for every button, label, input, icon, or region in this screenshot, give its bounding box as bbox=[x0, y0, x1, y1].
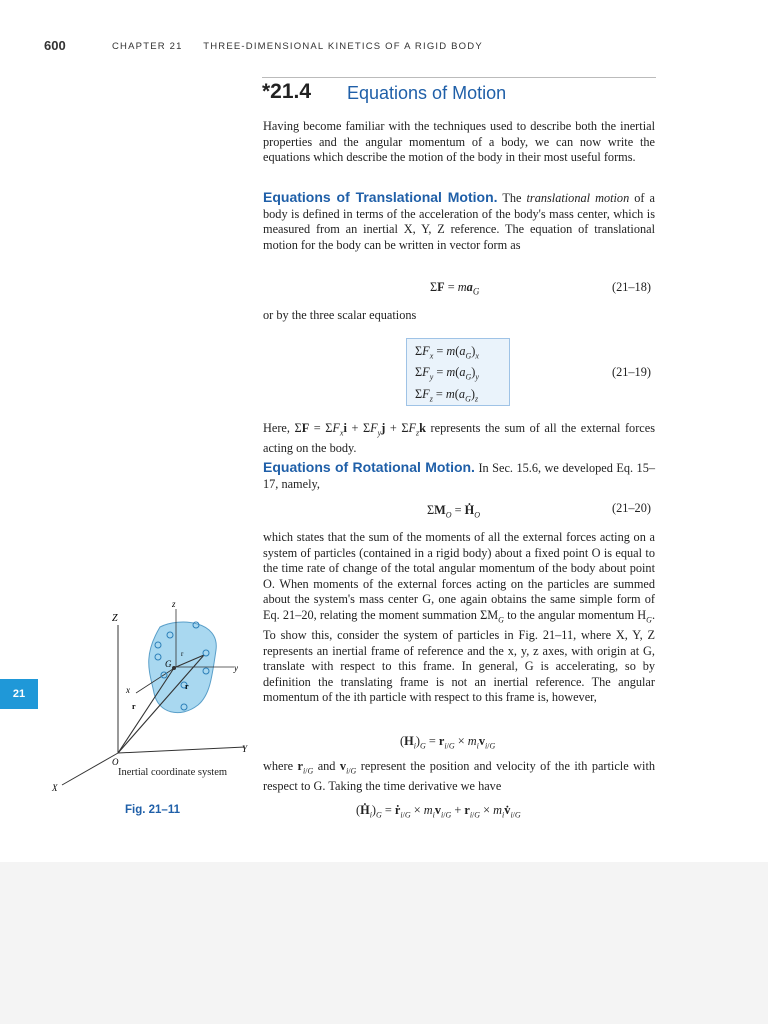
chapter-label: CHAPTER 21 bbox=[112, 41, 183, 52]
eq-number-21-19: (21–19) bbox=[612, 365, 651, 379]
rotational-body-paragraph: which states that the sum of the moments of all the external forces acting on a system of particles (contained in a rigid body) about a fixed point O is equal to the time rate of change of the total angular momentum of the body about point O. When moments of the external forces acting on the particles are summed about the system's mass center G, one again obtains the same simple form of Eq. 21–20, relating the moment summation $\Sigma M_G$ to the angular momentum $H_G$. To show this, consider the system of particles in Fig. 21–11, where X, Y, Z represents an inertial frame of reference and the x, y, z axes, with origin at G, translate with respect to this frame. In general, G is accelerating, so by definition the translating frame is not an inertial reference. The angular momentum of the ith particle with respect to this frame is, however, bbox=[263, 530, 656, 705]
svg-text:r: r bbox=[132, 702, 136, 711]
X-axis bbox=[62, 753, 118, 785]
svg-text:x: x bbox=[126, 685, 130, 695]
svg-text:r: r bbox=[181, 650, 184, 658]
rotational-para1c: . To show this, consider the system of particles in Fig. 21–11, where X, Y, Z represents an inertial frame of reference and the x, y, z axes, with origin at G, translate with respect to this frame. In general, G is accelerating, so by definition the translating frame is not an inertial reference. The angular momentum of the ith particle with respect to this frame is, however, bbox=[263, 607, 656, 705]
svg-text:G: G bbox=[165, 659, 172, 669]
page-number: 600 bbox=[44, 38, 66, 53]
r-G-vector bbox=[118, 668, 174, 753]
svg-text:Z: Z bbox=[112, 613, 118, 624]
translational-emph: translational motion bbox=[526, 191, 630, 205]
rotational-text-after: In Sec. 15.6, we developed Eq. 15–17, namely, bbox=[263, 461, 655, 491]
svg-text:O: O bbox=[112, 757, 119, 767]
section-number: *21.4 bbox=[262, 80, 312, 103]
here-paragraph: Here, $\Sigma F = \Sigma F_xi + \Sigma F_yj + \Sigma F_zk$ represents the sum of all the external forces acting on the body. bbox=[263, 421, 655, 456]
equation-angular-momentum: $(H_i)_G = r_{i/G} \times m_iv_{i/G}$ bbox=[400, 734, 496, 751]
figure-caption: Inertial coordinate system bbox=[118, 767, 228, 778]
svg-text:y: y bbox=[234, 663, 238, 673]
chapter-side-tab: 21 bbox=[0, 679, 38, 709]
translational-text-before: The bbox=[502, 191, 522, 205]
translational-text-after: of a body is defined in terms of the acceleration of the body's mass center, which is measured from an inertial X, Y, Z reference. The equation of translational motion for the body can be written in vector form as bbox=[263, 191, 655, 252]
rotational-heading: Equations of Rotational Motion. bbox=[263, 459, 475, 475]
eq-number-21-20: (21–20) bbox=[612, 501, 651, 515]
eq-number-21-18: (21–18) bbox=[612, 280, 651, 294]
where-paragraph: where $r_{i/G}$ and $v_{i/G}$ represent the position and velocity of the ith particle with respect to G. Taking the time derivative we have bbox=[263, 759, 656, 794]
equation-time-derivative: $(Ḣ_i)_G$ = ṙ$_{i/G}$ × $m_iv_{i/G} + r_{i/G}$ × $m_iv̇_{i/G}$ bbox=[356, 803, 521, 820]
svg-text:r: r bbox=[185, 682, 189, 691]
rotational-para1: which states that the sum of the moments of all the external forces acting on a system of particles (contained in a rigid body) about a fixed point O is equal to the time rate of change of the total angular momentum of the body about point O. When moments of the external forces acting on the particles are summed about the system's mass center G, one again obtains the same simple form of Eq. 21–20, relating the moment summation ΣM bbox=[263, 530, 655, 622]
scalar-intro: or by the three scalar equations bbox=[263, 308, 417, 322]
chapter-title: THREE-DIMENSIONAL KINETICS OF A RIGID BODY bbox=[203, 41, 483, 52]
equation-21-20: $\Sigma M_O$ = Ḣ$_O$ bbox=[427, 503, 481, 520]
svg-text:X: X bbox=[52, 783, 58, 793]
rotational-para1b: to the angular momentum H bbox=[507, 607, 647, 622]
rotational-paragraph bbox=[263, 460, 655, 492]
intro-paragraph: Having become familiar with the techniques used to describe both the inertial properties and the angular momentum of a body, we can now write the equations which describe the motion of the body in their most useful forms. bbox=[263, 119, 655, 165]
rotational-para2: represent the position and velocity of the ith particle with respect to G. Taking the time derivative we have bbox=[263, 759, 656, 794]
running-header bbox=[112, 40, 483, 52]
page-bottom-margin bbox=[0, 862, 768, 1024]
here-text-end: represents the sum of all the external forces acting on the body. bbox=[263, 421, 655, 456]
figure-21-11 bbox=[50, 595, 260, 795]
svg-text:z: z bbox=[172, 599, 176, 609]
translational-paragraph bbox=[263, 190, 655, 253]
translational-heading: Equations of Translational Motion. bbox=[263, 189, 498, 205]
figure-label: Fig. 21–11 bbox=[125, 804, 180, 816]
section-rule bbox=[262, 77, 656, 78]
equation-21-18: $\Sigma F = ma_G$ bbox=[430, 280, 480, 297]
equation-21-19-box: $\Sigma F_x = m(a_G)_x$ $\Sigma F_y = m(a_G)_y$ $\Sigma F_z = m(a_G)_z$ bbox=[406, 338, 510, 406]
section-title: Equations of Motion bbox=[347, 83, 507, 103]
Y-axis bbox=[118, 747, 245, 753]
svg-text:Y: Y bbox=[242, 744, 248, 754]
